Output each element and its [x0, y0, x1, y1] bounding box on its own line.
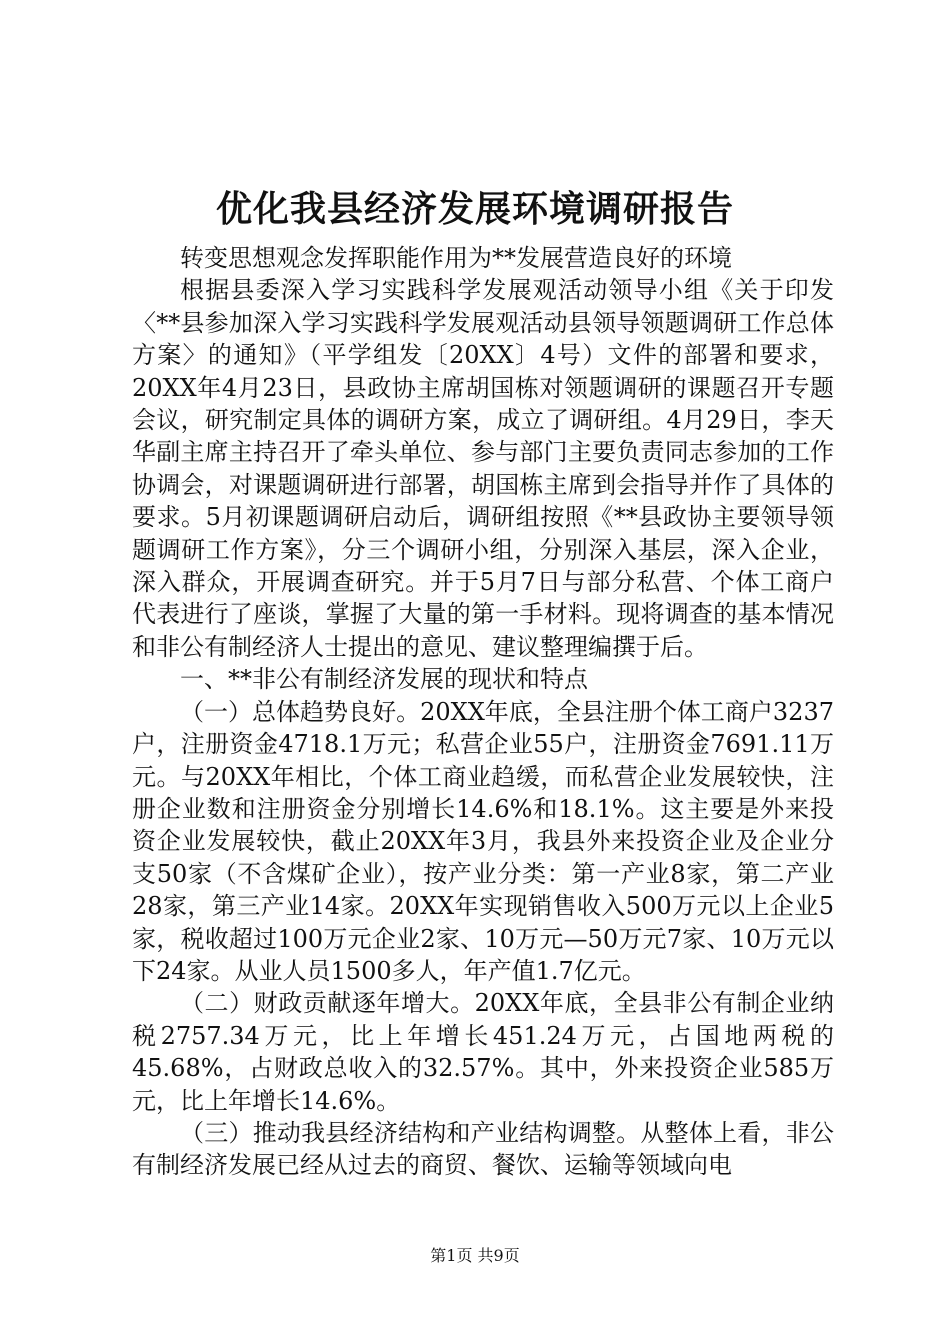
point-three-paragraph: （三）推动我县经济结构和产业结构调整。从整体上看，非公有制经济发展已经从过去的商贸、餐饮、运输等领域向电 [132, 1118, 834, 1180]
subtitle-paragraph: 转变思想观念发挥职能作用为**发展营造良好的环境 [180, 244, 732, 272]
page-number: 第1页 共9页 [430, 1246, 520, 1265]
point-one-paragraph: （一）总体趋势良好。20XX年底，全县注册个体工商户3237户，注册资金4718.1万元；私营企业55户，注册资金7691.11万元。与20XX年相比，个体工商业趋缓，而私营企业发展较快，注册企业数和注册资金分别增长14.6%和18.1%。这主要是外来投资企业发展较快，截止20XX年3月，我县外来投资企业及企业分支50家（不含煤矿企业），按产业分类：第一产业8家，第二产业28家，第三产业14家。20XX年实现销售收入500万元以上企业5家，税收超过100万元企业2家、10万元—50万元7家、10万元以下24家。从业人员1500多人，年产值1.7亿元。 [132, 697, 834, 985]
section-heading: 一、**非公有制经济发展的现状和特点 [180, 665, 588, 694]
intro-paragraph: 根据县委深入学习实践科学发展观活动领导小组《关于印发〈**县参加深入学习实践科学发展观活动县领导领题调研工作总体方案〉的通知》（平学组发〔20XX〕4号）文件的部署和要求，20XX年4月23日，县政协主席胡国栋对领题调研的课题召开专题会议，研究制定具体的调研方案，成立了调研组。4月29日，李天华副主席主持召开了牵头单位、参与部门主要负责同志参加的工作协调会，对课题调研进行部署，胡国栋主席到会指导并作了具体的要求。5月初课题调研启动后，调研组按照《**县政协主要领导领题调研工作方案》，分三个调研小组，分别深入基层，深入企业，深入群众，开展调查研究。并于5月7日与部分私营、个体工商户代表进行了座谈，掌握了大量的第一手材料。现将调查的基本情况和非公有制经济人士提出的意见、建议整理编撰于后。 [132, 276, 834, 661]
document-title: 优化我县经济发展环境调研报告 [215, 188, 734, 230]
document-body [132, 242, 834, 1182]
point-two-paragraph: （二）财政贡献逐年增大。20XX年底，全县非公有制企业纳税2757.34万元，比上年增长451.24万元，占国地两税的45.68%，占财政总收入的32.57%。其中，外来投资企业585万元，比上年增长14.6%。 [132, 989, 834, 1115]
